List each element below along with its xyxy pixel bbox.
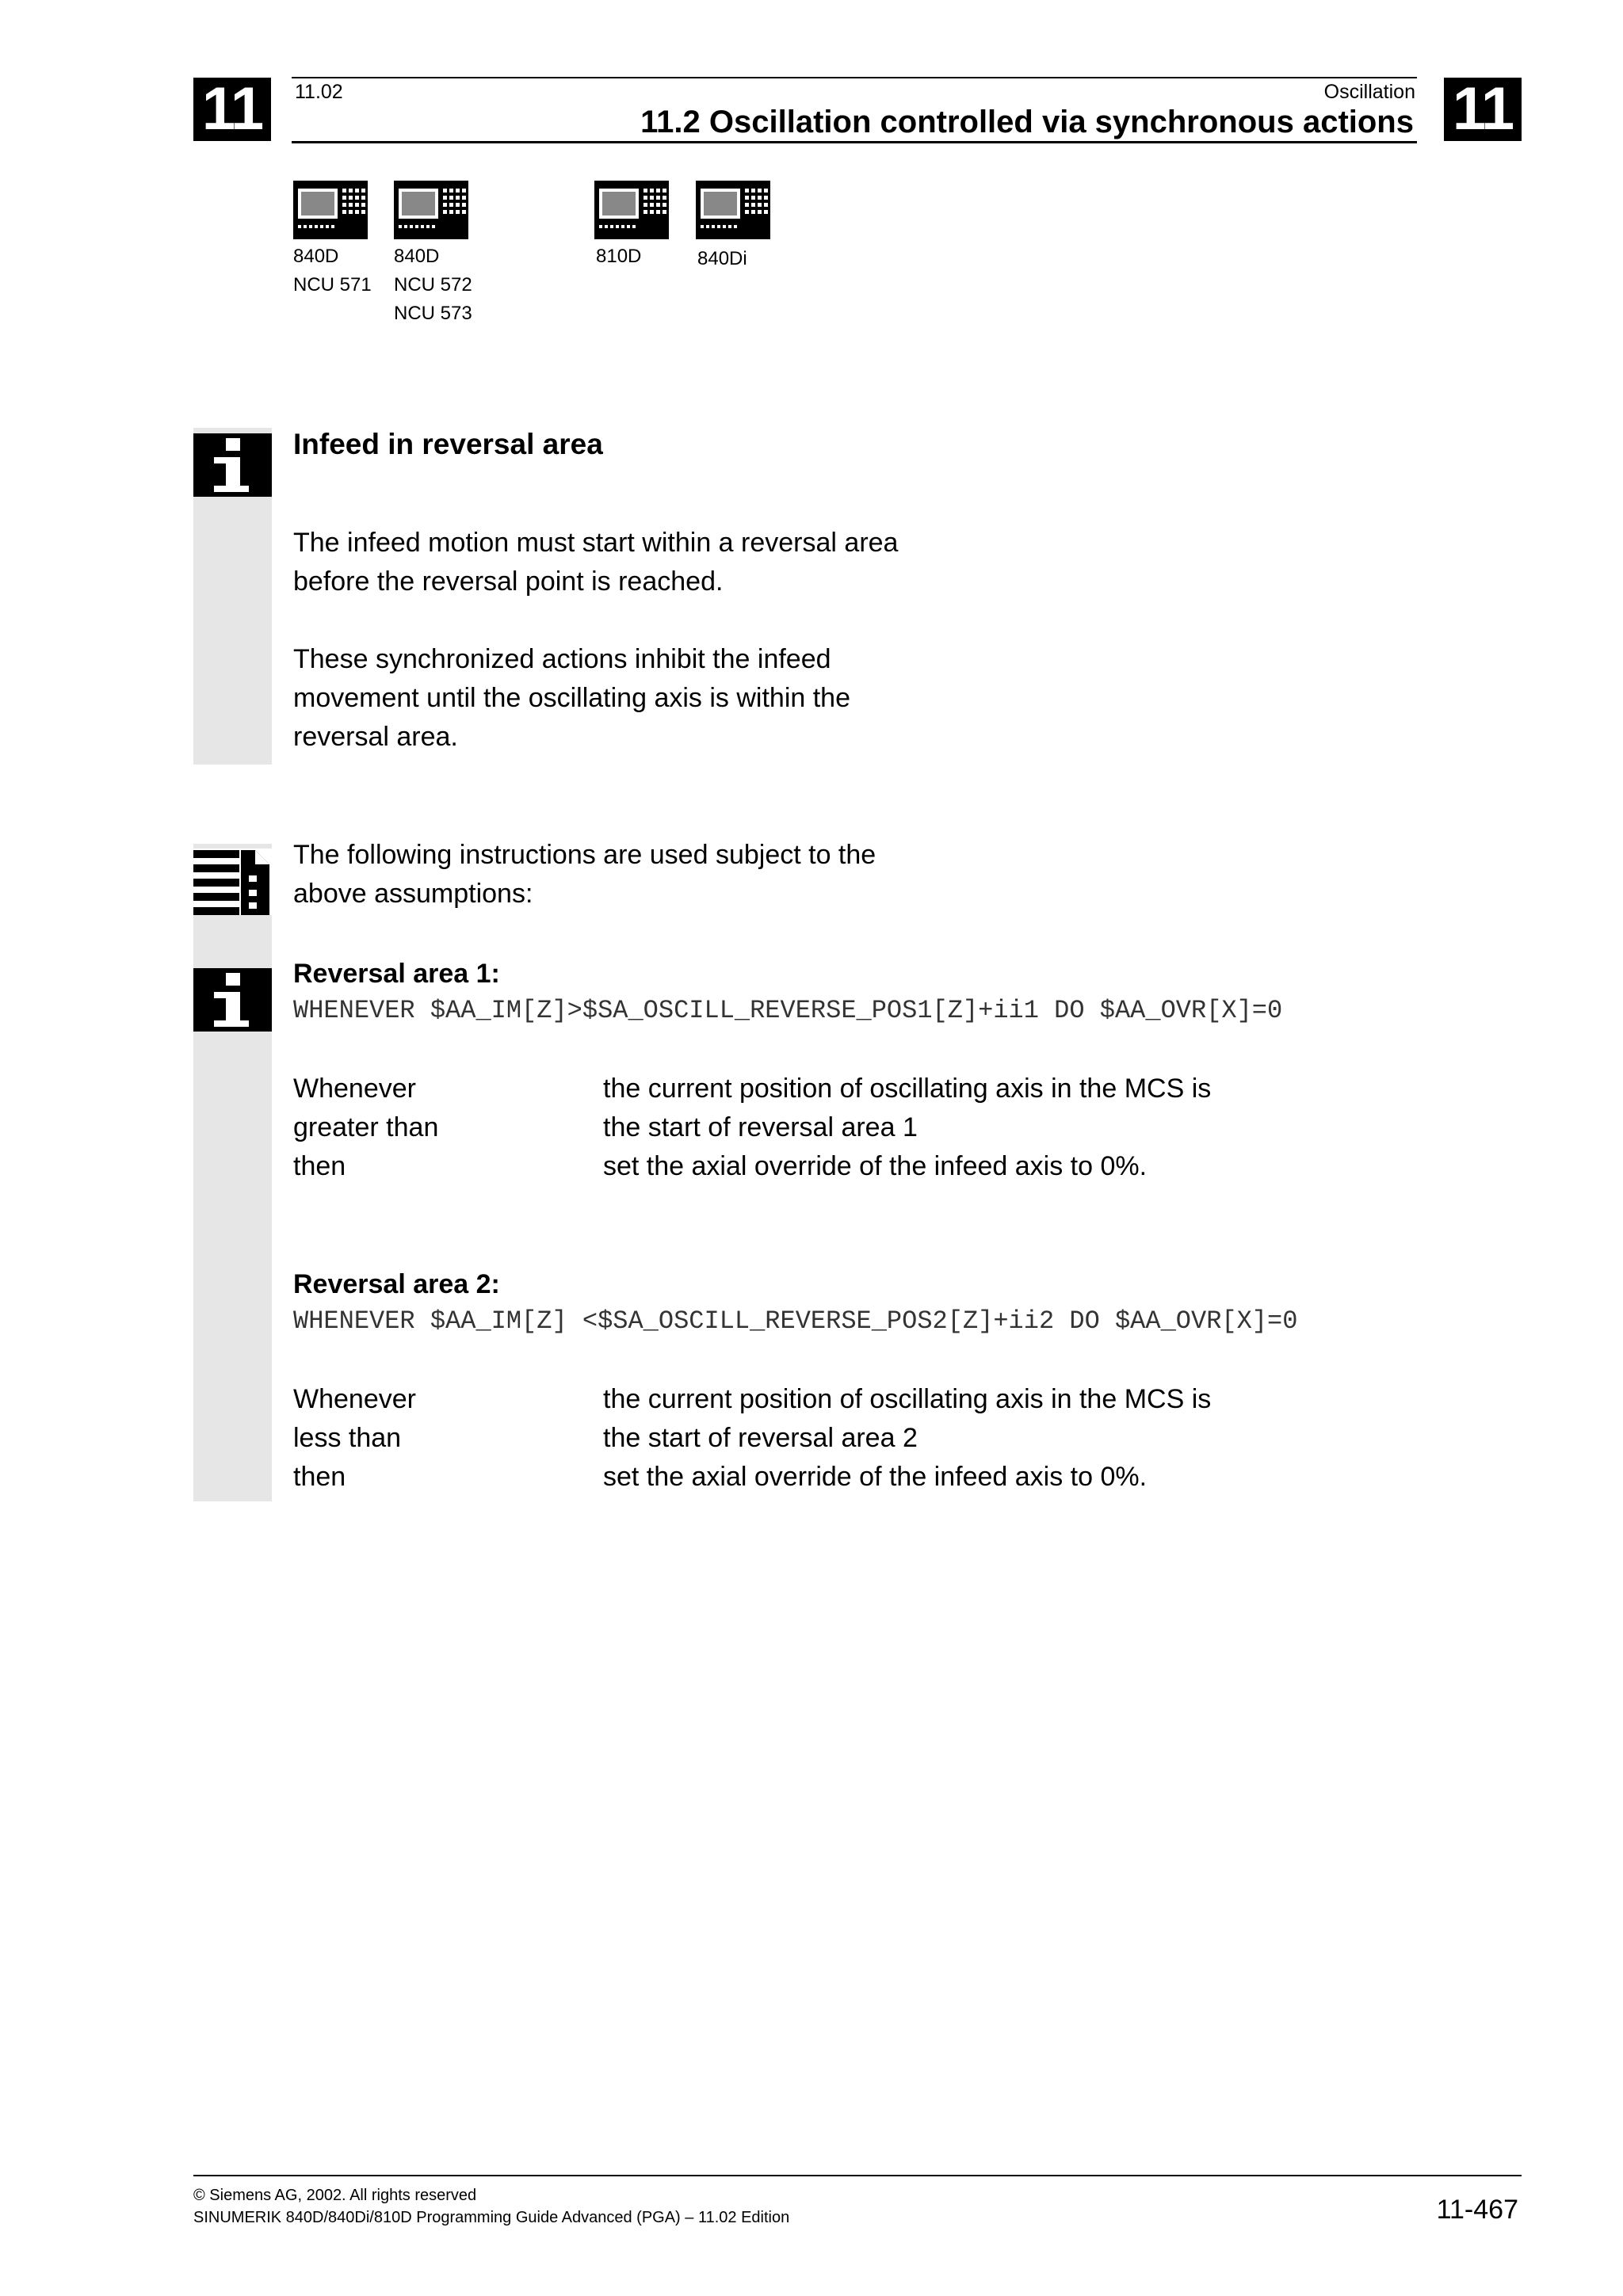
info-icon (193, 968, 272, 1032)
header-version: 11.02 (295, 81, 343, 103)
control-panel-icon (293, 181, 368, 239)
reversal-2-code: WHENEVER $AA_IM[Z] <$SA_OSCILL_REVERSE_POS2[Z]+ii2 DO $AA_OVR[X]=0 (293, 1306, 1298, 1336)
list-icon (193, 849, 272, 915)
header-rule-top (292, 77, 1417, 78)
control-panel-icon (696, 181, 770, 239)
page-number: 11-467 (1436, 2195, 1518, 2225)
header-chapter-title: Oscillation (1323, 81, 1415, 103)
margin-bar (193, 963, 272, 1501)
control-label: 840D NCU 572 NCU 573 (394, 246, 472, 324)
chapter-badge-left: 11 (193, 78, 271, 141)
infeed-paragraph-2: These synchronized actions inhibit the infeed movement until the oscillating axis is within the reversal area. (293, 644, 850, 752)
control-panel-icon (394, 181, 468, 239)
control-label: 810D (596, 246, 642, 267)
section-number: 11.2 (640, 105, 701, 139)
reversal-2-terms: Whenever less than then (293, 1384, 416, 1492)
control-label: 840Di (697, 248, 747, 269)
instructions-intro: The following instructions are used subject to the above assumptions: (293, 840, 876, 909)
header-rule-bottom (292, 141, 1417, 143)
infeed-heading: Infeed in reversal area (293, 428, 603, 460)
reversal-1-descriptions: the current position of oscillating axis in the MCS is the start of reversal area 1 set the axial override of the infeed axis to 0%. (603, 1074, 1212, 1181)
section-title (640, 105, 1414, 140)
reversal-2-heading: Reversal area 2: (293, 1269, 500, 1299)
chapter-badge-right: 11 (1444, 78, 1522, 141)
info-icon (193, 433, 272, 497)
footer-rule (193, 2175, 1522, 2176)
reversal-1-code: WHENEVER $AA_IM[Z]>$SA_OSCILL_REVERSE_POS1[Z]+ii1 DO $AA_OVR[X]=0 (293, 996, 1283, 1025)
footer-copyright: © Siemens AG, 2002. All rights reserved (193, 2187, 477, 2204)
reversal-1-terms: Whenever greater than then (293, 1074, 439, 1181)
reversal-2-descriptions: the current position of oscillating axis in the MCS is the start of reversal area 2 set the axial override of the infeed axis to 0%. (603, 1384, 1212, 1492)
footer-manual-title: SINUMERIK 840D/840Di/810D Programming Guide Advanced (PGA) – 11.02 Edition (193, 2209, 790, 2226)
reversal-1-heading: Reversal area 1: (293, 959, 500, 989)
control-label: 840D NCU 571 (293, 246, 372, 296)
infeed-paragraph-1: The infeed motion must start within a reversal area before the reversal point is reached. (293, 528, 899, 597)
control-panel-icon (594, 181, 669, 239)
section-name: Oscillation controlled via synchronous actions (708, 105, 1414, 139)
